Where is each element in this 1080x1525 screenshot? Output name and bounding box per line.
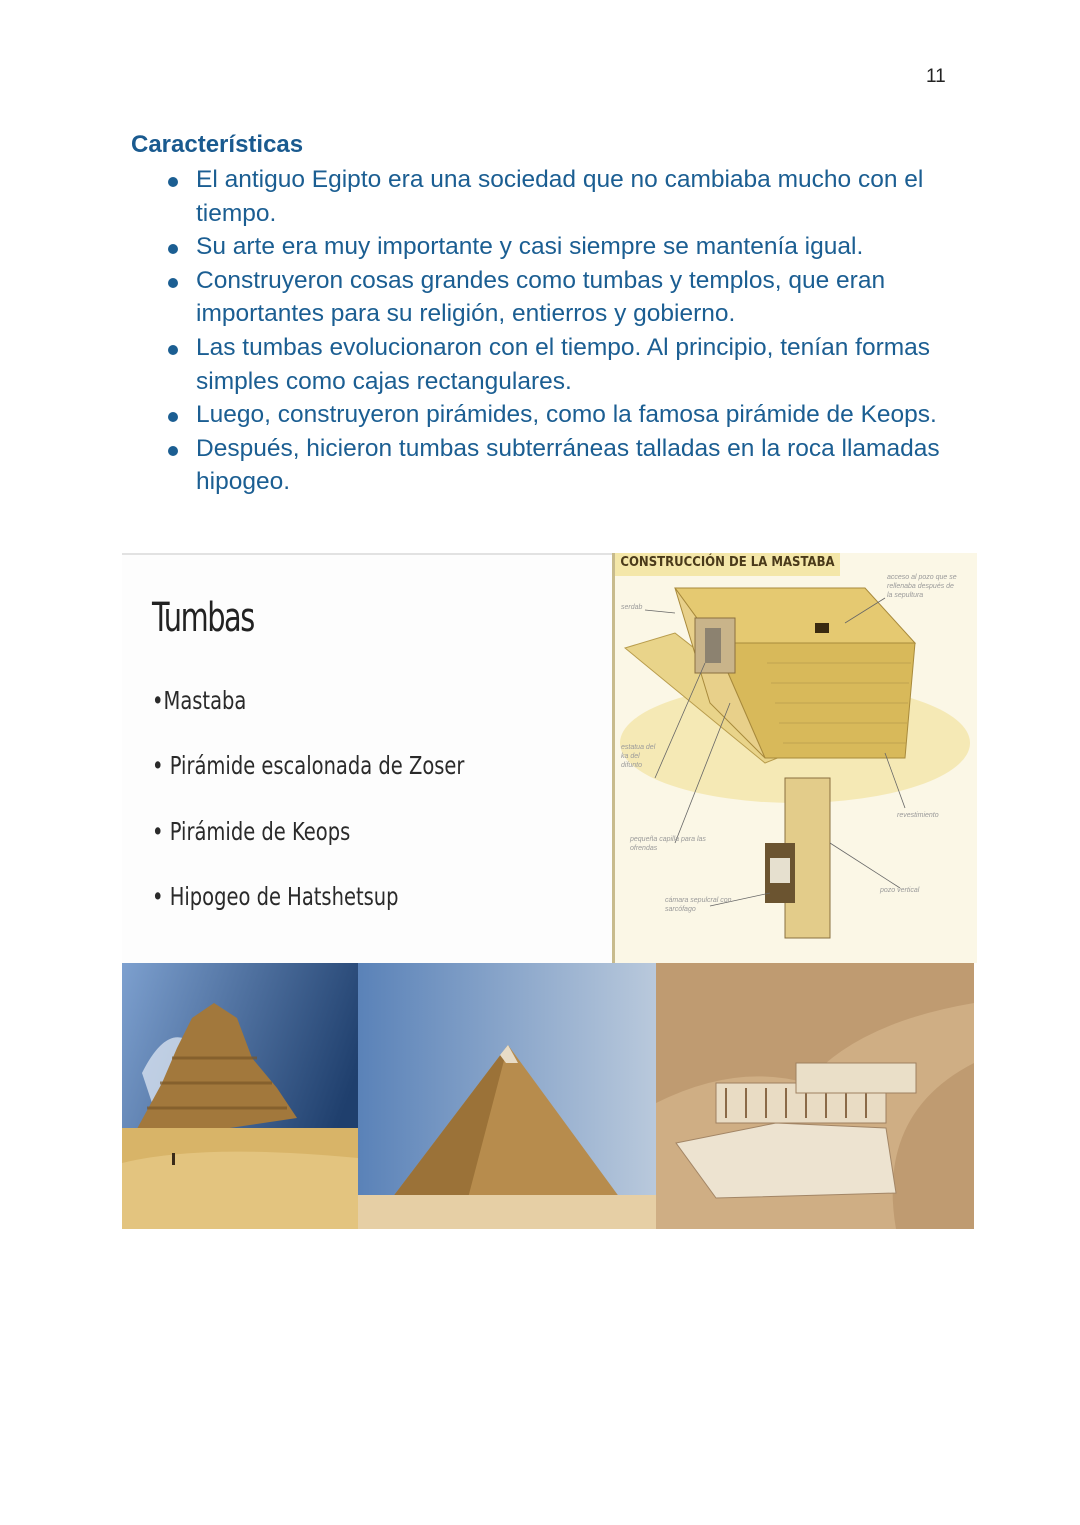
label-pozo: pozo vertical [880, 887, 920, 894]
mastaba-diagram [612, 553, 977, 963]
bullet-icon [168, 412, 178, 422]
list-item-text: Luego, construyeron pirámides, como la famosa pirámide de Keops. [196, 401, 937, 429]
diagram-title: CONSTRUCCIÓN DE LA MASTABA [615, 553, 840, 576]
list-item-text: Las tumbas evolucionaron con el tiempo. Al principio, tenían formas simples como cajas rectangulares. [196, 333, 931, 395]
label-revestimiento: revestimiento [897, 812, 939, 819]
bullet-icon [168, 244, 178, 254]
list-item [160, 331, 940, 398]
list-item-text: El antiguo Egipto era una sociedad que no cambiaba mucho con el tiempo. [196, 166, 924, 227]
photo-keops-pyramid [358, 963, 656, 1229]
page-number: 11 [926, 66, 946, 87]
photo-hatshepsut-temple [656, 963, 974, 1229]
section-heading: Características [131, 131, 304, 158]
slide-item-hatshepsut: • Hipogeo de Hatshetsup [152, 882, 399, 911]
tombs-slide [122, 553, 612, 965]
list-item [160, 230, 940, 264]
slide-title: Tumbas [152, 595, 254, 641]
list-item [160, 398, 940, 432]
tombs-figure [122, 553, 974, 1229]
list-item [160, 432, 940, 499]
label-estatua: estatua del ka del difunto [621, 744, 656, 769]
bullet-icon [168, 446, 178, 456]
label-acceso: acceso al pozo que se rellenaba después de la sepultura [887, 574, 957, 599]
bullet-icon [168, 177, 178, 187]
slide-item-zoser: • Pirámide escalonada de Zoser [152, 751, 465, 780]
slide-item-mastaba: •Mastaba [152, 686, 247, 715]
bullet-icon [168, 278, 178, 288]
list-item [160, 163, 940, 230]
bullet-icon [168, 345, 178, 355]
label-serdab: serdab [621, 604, 643, 611]
characteristics-list [160, 163, 940, 499]
label-camara: cámara sepulcral con sarcófago [665, 897, 732, 913]
list-item-text: Construyeron cosas grandes como tumbas y templos, que eran importantes para su religión, entierros y gobierno. [196, 266, 886, 328]
photo-zoser-pyramid [122, 963, 358, 1229]
list-item [160, 264, 940, 331]
slide-item-keops: • Pirámide de Keops [152, 817, 351, 846]
label-capilla: pequeña capilla para las ofrendas [630, 836, 706, 852]
list-item-text: Su arte era muy importante y casi siempre se mantenía igual. [196, 233, 864, 261]
list-item-text: Después, hicieron tumbas subterráneas talladas en la roca llamadas hipogeo. [196, 434, 940, 496]
